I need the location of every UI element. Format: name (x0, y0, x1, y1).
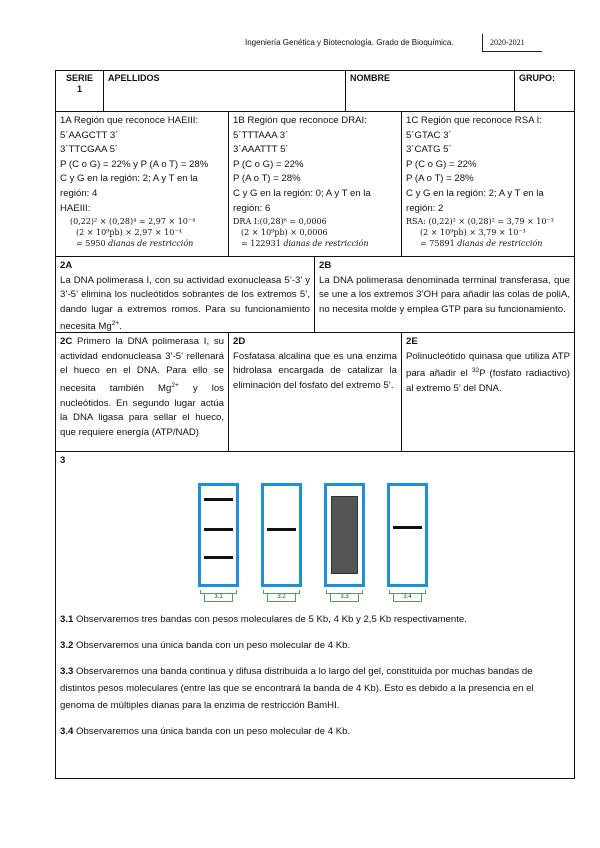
serie-label: SERIE (65, 73, 93, 83)
answer-1b (229, 112, 402, 256)
answer-2d (229, 333, 402, 451)
answer-2e (402, 333, 574, 451)
sequence-line: 5´GTAC 3´ (406, 129, 452, 141)
sequence-line: 5´TTTAAA 3´ (233, 129, 289, 141)
answer-2a (56, 257, 315, 332)
answer-1a (56, 112, 229, 256)
formula-line: DRA I:(0,28)⁶ = 0,0006 (233, 217, 327, 227)
answer-3-3: 3.3 Observaremos una banda continua y difusa distribuida a lo largo del gel, constituida por muchas bandas de distintos pesos moleculares (entre las que se encontrará la banda de 4 Kb). Esto es debido a la presencia en el genoma de múltiples dianas para la enzima de restricción BamHI. (60, 665, 534, 711)
count-line: C y G en la región: 2; A y T en la (406, 187, 544, 199)
band-4kb (267, 528, 296, 531)
formula-result: = 122931 dianas de restricción (241, 239, 369, 249)
answer-2b-title: 2B (319, 260, 332, 271)
answer-2c: 2C Primero la DNA polimerasa I, su actividad endonucleasa 3’-5’ rellenará el hueco en el DNA. Para ello se necesita también $Mg^{2+}$ y los nucleótidos. En segundo lugar actúa la DNA ligasa para sellar el hueco, que requiere energía (ATP/NAD) (56, 333, 229, 451)
gel-lane-3-4 (387, 483, 428, 587)
gel-lane-3-3 (324, 483, 365, 587)
question-2cde-row (56, 333, 574, 452)
answer-1c (402, 112, 574, 256)
sequence-line: 5´AAGCTT 3´ (60, 129, 119, 141)
formula-line: (0,22)² × (0,28)⁴ = 2,97 × 10⁻⁴ (70, 217, 196, 227)
probability-line: P (C o G) = 22% (233, 158, 304, 170)
gel-label: 3.4 (393, 593, 422, 602)
course-title: Ingeniería Genética y Biotecnología. Grado de Bioquímica. (245, 38, 454, 47)
gel-label: 3.3 (330, 593, 359, 602)
formula-line: (2 × 10⁹pb) × 3,79 × 10⁻³ (420, 228, 526, 238)
form-header-row (56, 71, 574, 112)
count-line: región: 6 (233, 202, 271, 214)
academic-year: 2020-2021 (482, 34, 542, 52)
probability-line: P (A o T) = 28% (406, 173, 474, 185)
formula-line: (2 × 10⁹pb) × 2,97 × 10⁻⁴ (76, 228, 182, 238)
answer-2d-text: Fosfatasa alcalina que es una enzima hidrolasa encargada de catalizar la eliminación del fosfato del extremo 5’. (233, 350, 397, 391)
answer-2e-title: 2E (406, 336, 418, 347)
serie-cell (56, 71, 104, 111)
enzyme-label: HAEIII: (60, 202, 91, 214)
band-4kb (393, 526, 422, 529)
formula-result: = 5950 dianas de restricción (76, 239, 194, 249)
formula-result: = 75891 dianas de restricción (420, 239, 543, 249)
grupo-field[interactable]: GRUPO: (519, 73, 555, 83)
gel-label: 3.2 (267, 593, 296, 602)
answer-2a-title: 2A (60, 260, 73, 271)
probability-line: P (A o T) = 28% (233, 173, 301, 185)
nombre-field[interactable]: NOMBRE (346, 71, 515, 111)
gel-lane-3-2 (261, 483, 302, 587)
probability-line: P (C o G) = 22% (406, 158, 477, 170)
formula-line: RSA: (0,22)² × (0,28)² = 3,79 × 10⁻³ (406, 217, 554, 227)
answer-3-2: 3.2 Observaremos una única banda con un peso molecular de 4 Kb. (60, 639, 351, 651)
count-line: región: 2 (406, 202, 444, 214)
answer-1b-title: 1B Región que reconoce DRAI: (233, 115, 367, 126)
count-line: C y G en la región: 2; A y T en la (60, 173, 198, 185)
sequence-line: 3´TTCGAA 5´ (60, 144, 119, 156)
exam-table (55, 70, 575, 779)
gel-label: 3.1 (204, 593, 233, 602)
sequence-line: 3´AAATTT 5´ (233, 144, 289, 156)
answer-2d-title: 2D (233, 336, 246, 347)
question-1-row (56, 112, 574, 257)
answer-2c-title: 2C (60, 336, 73, 347)
answer-2b-text: La DNA polimerasa denominada terminal transferasa, que se une a los extremos 3’OH para añadir las colas de poliA, no necesita molde y emplea GTP para su funcionamiento. (319, 274, 570, 315)
answer-3-1: 3.1 Observaremos tres bandas con pesos moleculares de 5 Kb, 4 Kb y 2,5 Kb respectivamente. (60, 613, 467, 625)
formula-line: (2 × 10⁹pb) × 0,0006 (241, 228, 328, 238)
gel-diagram (180, 477, 440, 605)
count-line: C y G en la región: 0; A y T en la (233, 187, 371, 199)
band-5kb (204, 498, 233, 501)
count-line: región: 4 (60, 187, 98, 199)
band-smear (331, 496, 358, 574)
serie-number: 1 (76, 84, 82, 94)
answer-2a-text: La DNA polimerasa I, con su actividad exonucleasa 5’-3’ y 3’-5’ elimina los nucleótidos sobrantes de los extremos 5’, dando lugar a extremos romos. Para su funcionamiento necesita $Mg^{2+}$. (60, 274, 310, 333)
band-4kb (204, 528, 233, 531)
answer-2b (315, 257, 574, 332)
question-2ab-row (56, 257, 574, 333)
answer-3-title: 3 (60, 455, 66, 466)
gel-lane-3-1 (198, 483, 239, 587)
band-2-5kb (204, 556, 233, 559)
answer-2e-text: Polinucleótido quinasa que utiliza ATP para añadir el $^{32}$P (fosfato radiactivo) al extremo 5’ del DNA. (406, 350, 570, 394)
answer-3-4: 3.4 Observaremos una única banda con un peso molecular de 4 Kb. (60, 725, 351, 737)
question-3-row (56, 452, 574, 778)
answer-1c-title: 1C Región que reconoce RSA I: (406, 115, 542, 126)
apellidos-field[interactable]: APELLIDOS (104, 71, 346, 111)
answer-3 (56, 452, 574, 778)
answer-1a-title: 1A Región que reconoce HAEIII: (60, 115, 199, 126)
sequence-line: 3´CATG 5´ (406, 144, 452, 156)
probability-line: P (C o G) = 22% y P (A o T) = 28% (60, 158, 209, 170)
